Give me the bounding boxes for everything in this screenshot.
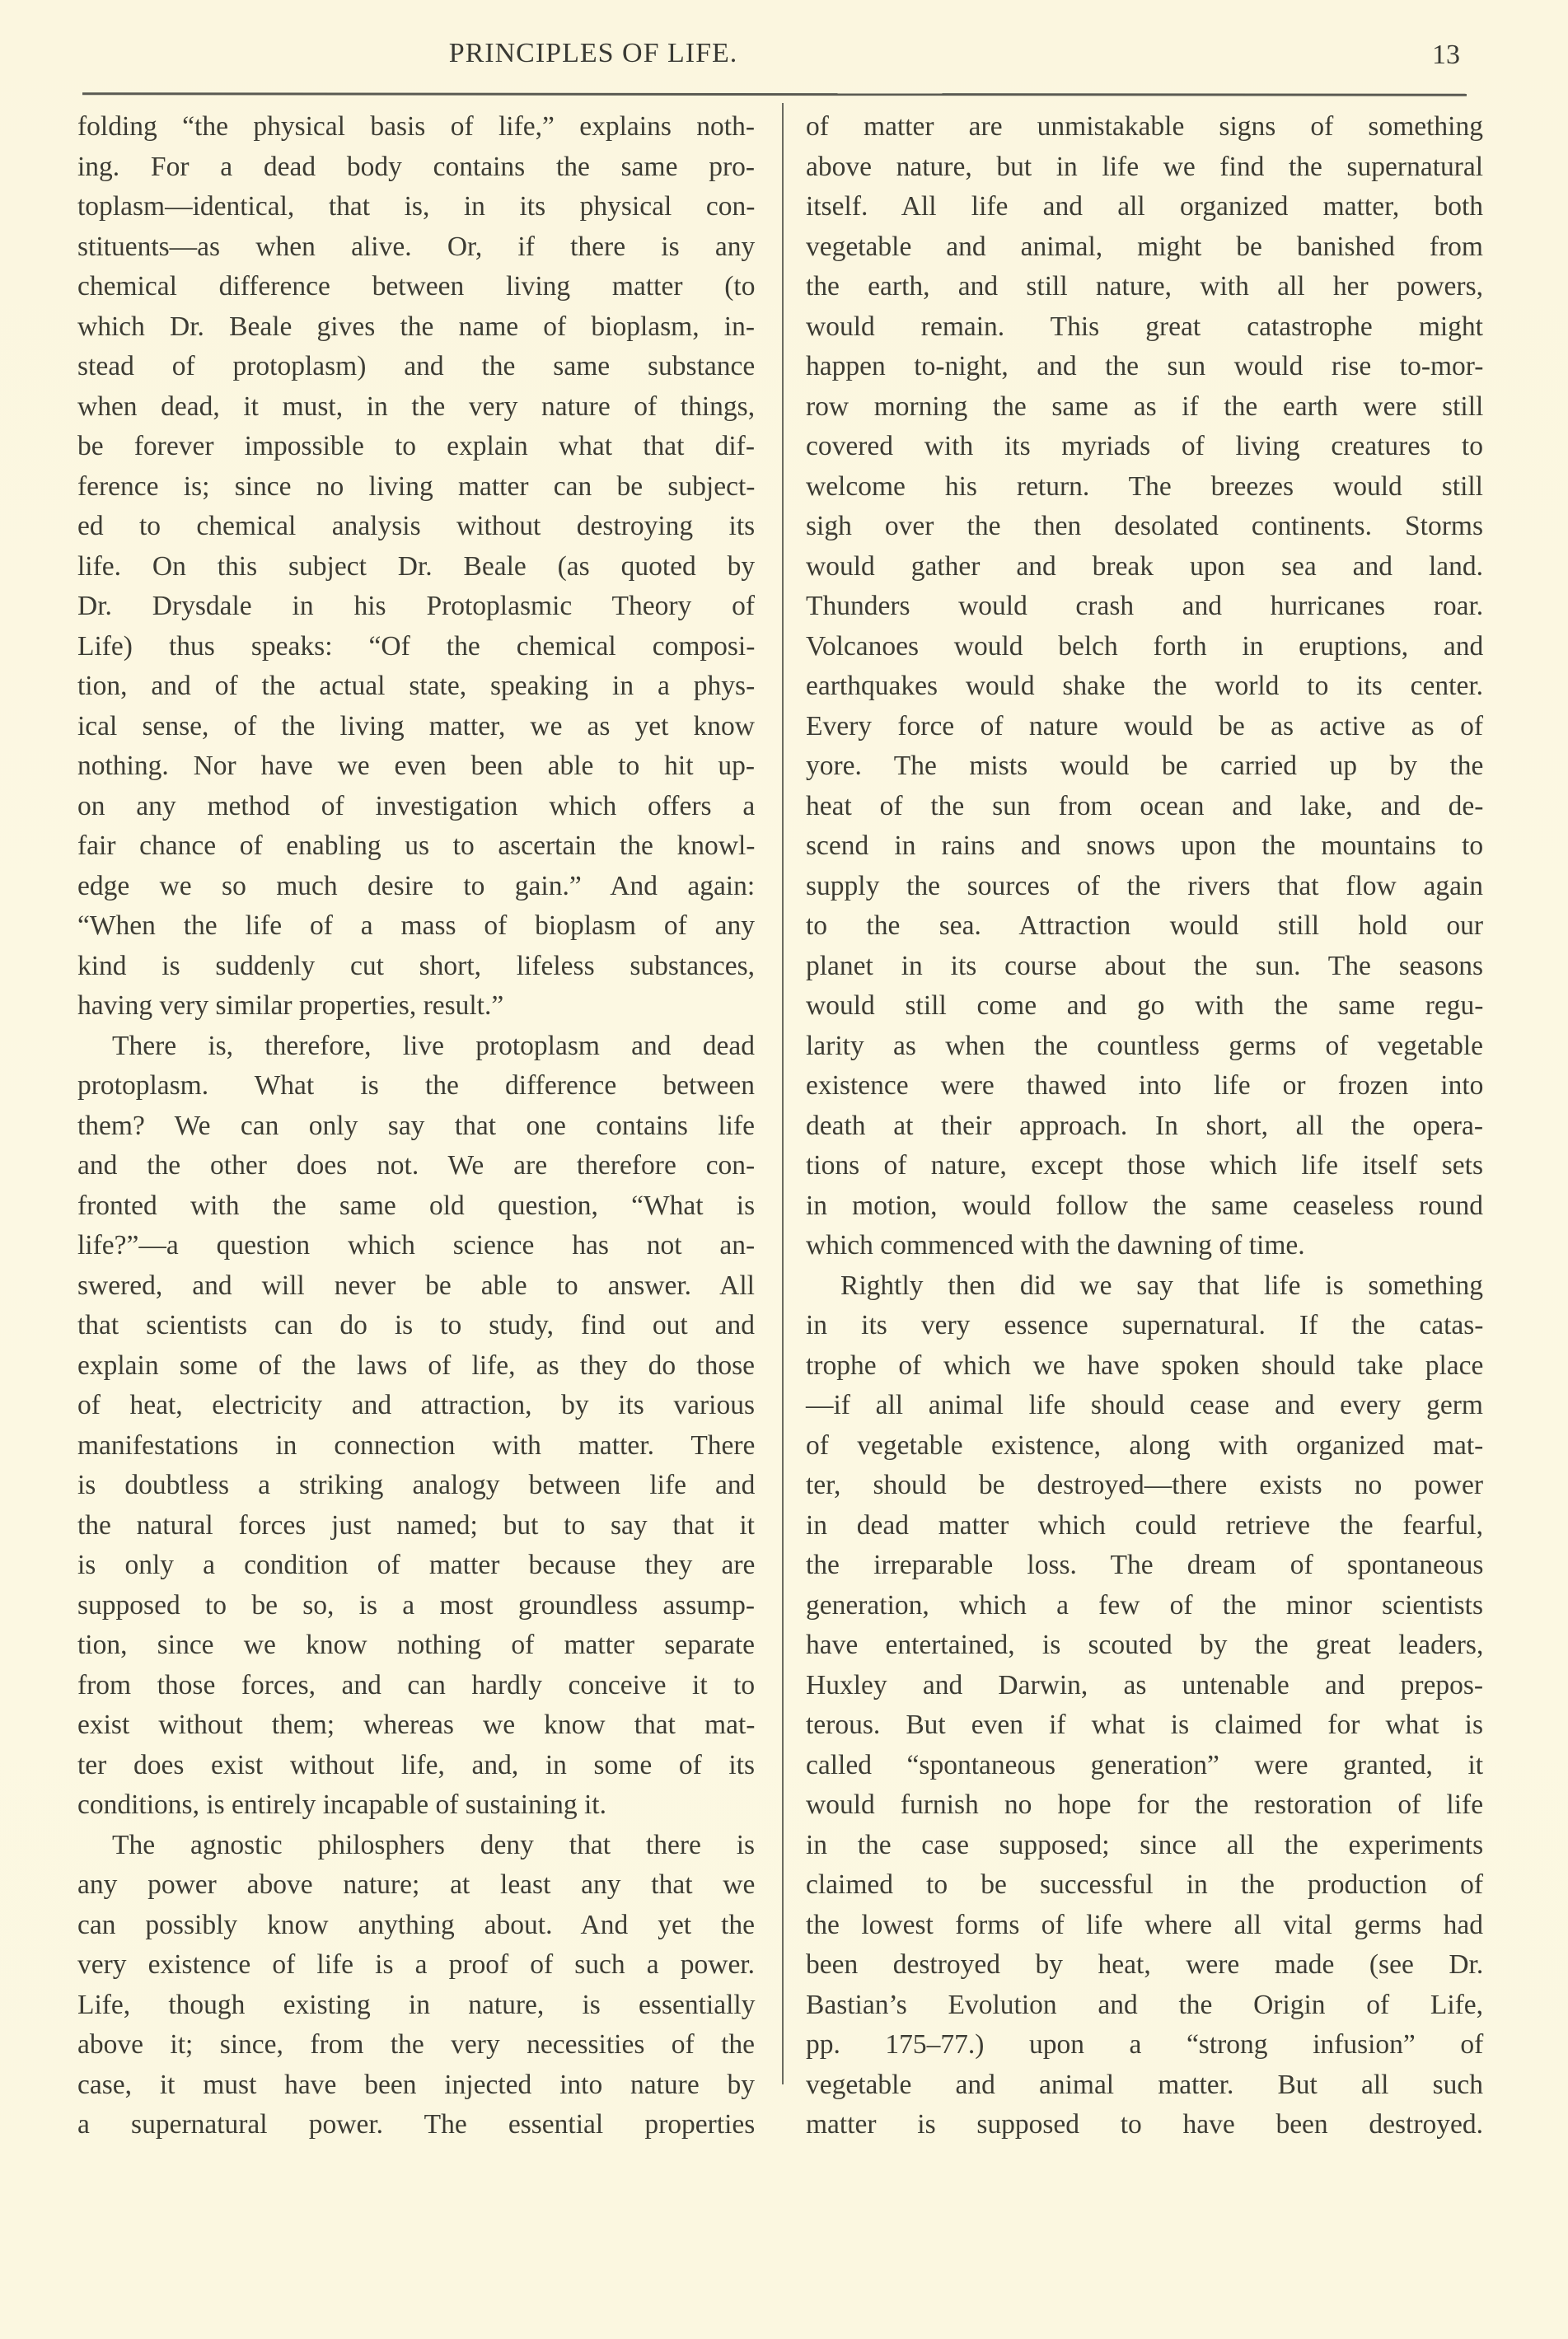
text-line: trophe of which we have spoken should take place [806, 1350, 1484, 1381]
text-line: in motion, would follow the same ceaseless round [806, 1190, 1483, 1221]
text-line: Rightly then did we say that life is something [840, 1270, 1483, 1301]
text-line: explain some of the laws of life, as they do those [77, 1350, 756, 1381]
text-line: protoplasm. What is the difference between [77, 1070, 755, 1101]
text-line: tion, and of the actual state, speaking in a phys- [77, 671, 756, 701]
text-line: existence were thawed into life or frozen into [806, 1070, 1484, 1101]
text-line: fronted with the same old question, “What is [77, 1190, 756, 1221]
text-line: vegetable and animal, might be banished from [806, 231, 1483, 262]
text-line: be forever impossible to explain what that dif- [77, 431, 755, 461]
header-rule [82, 92, 1467, 96]
text-line: above it; since, from the very necessities of the [77, 2029, 755, 2060]
text-line: itself. All life and all organized matter, both [806, 191, 1484, 222]
text-line: Life, though existing in nature, is essentially [77, 1989, 756, 2020]
text-line: been destroyed by heat, were made (see Dr. [806, 1949, 1484, 1980]
text-line: called “spontaneous generation” were granted, it [806, 1749, 1484, 1780]
text-line: of heat, electricity and attraction, by its various [77, 1390, 755, 1420]
text-line: heat of the sun from ocean and lake, and de- [806, 790, 1484, 821]
text-line: the earth, and still nature, with all her powers, [806, 271, 1483, 302]
text-line: is only a condition of matter because they are [77, 1550, 756, 1580]
text-line: ical sense, of the living matter, we as yet know [77, 710, 755, 741]
text-line: vegetable and animal matter. But all such [806, 2069, 1483, 2100]
text-line: from those forces, and can hardly conceive it to [77, 1669, 756, 1700]
text-line: row morning the same as if the earth were still [806, 391, 1484, 422]
text-line: There is, therefore, live protoplasm and dead [112, 1030, 755, 1061]
text-line: manifestations in connection with matter. There [77, 1429, 756, 1461]
text-line: swered, and will never be able to answer. All [77, 1270, 755, 1301]
text-line: ing. For a dead body contains the same pro- [77, 151, 756, 182]
text-line: ter does exist without life, and, in some of its [77, 1749, 755, 1780]
column-divider [782, 103, 784, 2084]
text-line: them? We can only say that one contains life [77, 1110, 755, 1141]
text-line: toplasm—identical, that is, in its physical con- [77, 191, 756, 222]
text-line: a supernatural power. The essential properties [77, 2109, 756, 2140]
text-line: generation, which a few of the minor scientists [806, 1589, 1484, 1621]
text-line: happen to-night, and the sun would rise to-mor- [806, 351, 1484, 381]
text-line: would remain. This great catastrophe might [806, 311, 1483, 342]
text-line: can possibly know anything about. And yet the [77, 1909, 755, 1940]
right-column [806, 107, 1483, 2145]
text-line: would still come and go with the same regu- [806, 990, 1484, 1021]
text-line: would furnish no hope for the restoration of life [806, 1789, 1484, 1820]
text-line: have entertained, is scouted by the great leaders, [806, 1630, 1484, 1660]
text-line: the irreparable loss. The dream of spontaneous [806, 1550, 1484, 1580]
text-line: Dr. Drysdale in his Protoplasmic Theory of [77, 591, 756, 621]
text-line: ference is; since no living matter can be subject- [77, 470, 756, 502]
text-line: kind is suddenly cut short, lifeless substances, [77, 950, 755, 981]
text-line: that scientists can do is to study, find out and [77, 1310, 755, 1340]
text-line: to the sea. Attraction would still hold our [806, 910, 1483, 941]
text-line: life?”—a question which science has not an- [77, 1230, 756, 1261]
text-line: and the other does not. We are therefore con- [77, 1150, 756, 1181]
text-line: nothing. Nor have we even been able to hit up- [77, 751, 755, 781]
left-column [77, 107, 755, 2145]
text-line: Thunders would crash and hurricanes roar. [806, 591, 1484, 621]
text-line: Bastian’s Evolution and the Origin of Life, [806, 1989, 1484, 2020]
text-line: is doubtless a striking analogy between life and [77, 1470, 756, 1500]
text-line: The agnostic philosphers deny that there is [112, 1829, 756, 1860]
text-line: ter, should be destroyed—there exists no power [806, 1470, 1483, 1500]
text-line: welcome his return. The breezes would still [806, 470, 1483, 502]
text-line: chemical difference between living matter (to [77, 271, 756, 302]
text-line: —if all animal life should cease and every germ [806, 1390, 1483, 1420]
text-line: above nature, but in life we find the supernatural [806, 151, 1484, 182]
text-line: of vegetable existence, along with organized mat- [806, 1429, 1484, 1461]
text-line: edge we so much desire to gain.” And again: [77, 870, 756, 901]
text-line: stituents—as when alive. Or, if there is any [77, 231, 756, 262]
text-line: which Dr. Beale gives the name of bioplasm, in- [77, 311, 755, 342]
text-line: life. On this subject Dr. Beale (as quoted by [77, 550, 756, 582]
text-line: any power above nature; at least any that we [77, 1869, 756, 1900]
running-head [0, 33, 1568, 82]
running-title: PRINCIPLES OF LIFE. [448, 38, 738, 68]
text-line: very existence of life is a proof of such a power. [77, 1949, 755, 1980]
text-line: Huxley and Darwin, as untenable and prepos- [806, 1669, 1484, 1700]
text-line: claimed to be successful in the production of [806, 1869, 1484, 1900]
text-line: Volcanoes would belch forth in eruptions, and [806, 630, 1484, 662]
text-line: planet in its course about the sun. The seasons [806, 950, 1484, 981]
text-line: larity as when the countless germs of vegetable [806, 1030, 1483, 1061]
text-line: yore. The mists would be carried up by the [806, 751, 1484, 781]
text-line: Life) thus speaks: “Of the chemical composi- [77, 630, 756, 662]
text-line: Every force of nature would be as active as of [806, 710, 1483, 741]
text-line: in its very essence supernatural. If the catas- [806, 1310, 1484, 1340]
text-line: ed to chemical analysis without destroying its [77, 511, 756, 541]
text-line: pp. 175–77.) upon a “strong infusion” of [806, 2029, 1484, 2060]
text-line: having very similar properties, result.” [77, 990, 504, 1021]
text-line: terous. But even if what is claimed for what is [806, 1710, 1483, 1740]
text-line: case, it must have been injected into nature by [77, 2069, 755, 2100]
text-line: stead of protoplasm) and the same substance [77, 351, 756, 381]
text-line: death at their approach. In short, all the opera- [806, 1110, 1483, 1141]
text-line: earthquakes would shake the world to its center. [806, 671, 1483, 701]
text-line: the lowest forms of life where all vital germs had [806, 1909, 1483, 1940]
text-line: on any method of investigation which offers a [77, 790, 756, 821]
text-line: would gather and break upon sea and land. [806, 550, 1484, 582]
text-line: tions of nature, except those which life itself sets [806, 1150, 1484, 1181]
text-line: of matter are unmistakable signs of something [806, 111, 1483, 142]
text-line: sigh over the then desolated continents. Storms [806, 511, 1483, 541]
text-line: folding “the physical basis of life,” explains noth- [77, 111, 755, 142]
text-line: scend in rains and snows upon the mountains to [806, 830, 1484, 861]
text-line: supply the sources of the rivers that flow again [806, 870, 1484, 901]
page-number: 13 [1432, 40, 1460, 70]
text-line: tion, since we know nothing of matter separate [77, 1630, 756, 1660]
text-line: “When the life of a mass of bioplasm of any [77, 910, 755, 941]
text-line: in dead matter which could retrieve the fearful, [806, 1509, 1483, 1541]
text-line: exist without them; whereas we know that mat- [77, 1710, 756, 1740]
text-line: conditions, is entirely incapable of sustaining it. [77, 1789, 606, 1820]
text-line: when dead, it must, in the very nature of things, [77, 391, 756, 422]
text-line: which commenced with the dawning of time. [806, 1230, 1305, 1261]
text-line: in the case supposed; since all the experiments [806, 1829, 1484, 1860]
text-line: supposed to be so, is a most groundless assump- [77, 1589, 755, 1621]
text-line: fair chance of enabling us to ascertain the knowl- [77, 830, 756, 861]
text-line: the natural forces just named; but to say that it [77, 1509, 755, 1541]
text-line: matter is supposed to have been destroyed. [806, 2109, 1483, 2140]
text-line: covered with its myriads of living creatures to [806, 431, 1483, 461]
